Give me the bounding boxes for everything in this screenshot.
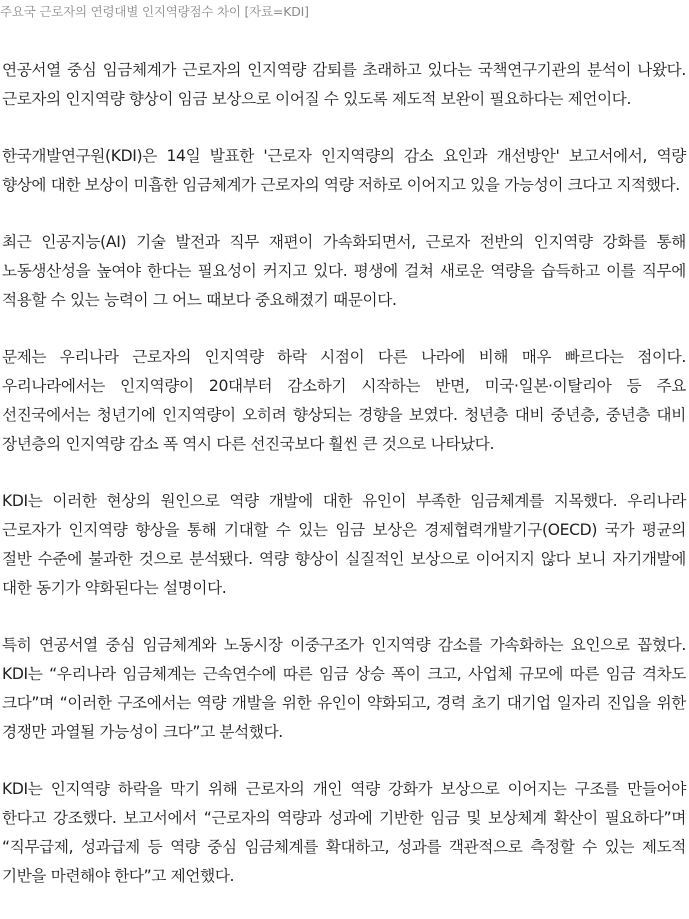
article-paragraph: 연공서열 중심 임금체계가 근로자의 인지역량 감퇴를 초래하고 있다는 국책연구기관의 분석이 나왔다. 근로자의 인지역량 향상이 임금 보상으로 이어질 수 있도록 제도적 보완이 필요하다는 제언이다. xyxy=(2,61,686,108)
article-paragraph: 한국개발연구원(KDI)은 14일 발표한 '근로자 인지역량의 감소 요인과 개선방안' 보고서에서, 역량 향상에 대한 보상이 미흡한 임금체계가 근로자의 역량 저하로 이어지고 있을 가능성이 크다고 지적했다. xyxy=(2,147,686,194)
article-body xyxy=(2,56,686,919)
image-caption: 주요국 근로자의 연령대별 인지역량점수 차이 [자료=KDI] xyxy=(0,4,309,19)
article-paragraph: 최근 인공지능(AI) 기술 발전과 직무 재편이 가속화되면서, 근로자 전반의 인지역량 강화를 통해 노동생산성을 높여야 한다는 필요성이 커지고 있다. 평생에 걸쳐 새로운 역량을 습득하고 이를 직무에 적용할 수 있는 능력이 그 어느 때보다 중요해졌기 때문이다. xyxy=(2,233,686,309)
article-paragraph: KDI는 인지역량 하락을 막기 위해 근로자의 개인 역량 강화가 보상으로 이어지는 구조를 만들어야 한다고 강조했다. 보고서에서 “근로자의 역량과 성과에 기반한 임금 및 보상체계 확산이 필요하다”며 “직무급제, 성과급제 등 역량 중심 임금체계를 확대하고, 성과를 객관적으로 측정할 수 있는 제도적 기반을 마련해야 한다”고 제언했다. xyxy=(2,780,686,885)
article-paragraph: KDI는 이러한 현상의 원인으로 역량 개발에 대한 유인이 부족한 임금체계를 지목했다. 우리나라 근로자가 인지역량 향상을 통해 기대할 수 있는 임금 보상은 경제협력개발기구(OECD) 국가 평균의 절반 수준에 불과한 것으로 분석됐다. 역량 향상이 실질적인 보상으로 이어지지 않다 보니 자기개발에 대한 동기가 약화된다는 설명이다. xyxy=(2,492,686,597)
article-paragraph: 문제는 우리나라 근로자의 인지역량 하락 시점이 다른 나라에 비해 매우 빠르다는 점이다. 우리나라에서는 인지역량이 20대부터 감소하기 시작하는 반면, 미국·일본·이탈리아 등 주요 선진국에서는 청년기에 인지역량이 오히려 향상되는 경향을 보였다. 청년층 대비 중년층, 중년층 대비 장년층의 인지역량 감소 폭 역시 다른 선진국보다 훨씬 큰 것으로 나타났다. xyxy=(2,348,686,453)
article-paragraph: 특히 연공서열 중심 임금체계와 노동시장 이중구조가 인지역량 감소를 가속화하는 요인으로 꼽혔다. KDI는 “우리나라 임금체계는 근속연수에 따른 임금 상승 폭이 크고, 사업체 규모에 따른 임금 격차도 크다”며 “이러한 구조에서는 역량 개발을 위한 유인이 약화되고, 경력 초기 대기업 일자리 진입을 위한 경쟁만 과열될 가능성이 크다”고 분석했다. xyxy=(2,636,686,741)
